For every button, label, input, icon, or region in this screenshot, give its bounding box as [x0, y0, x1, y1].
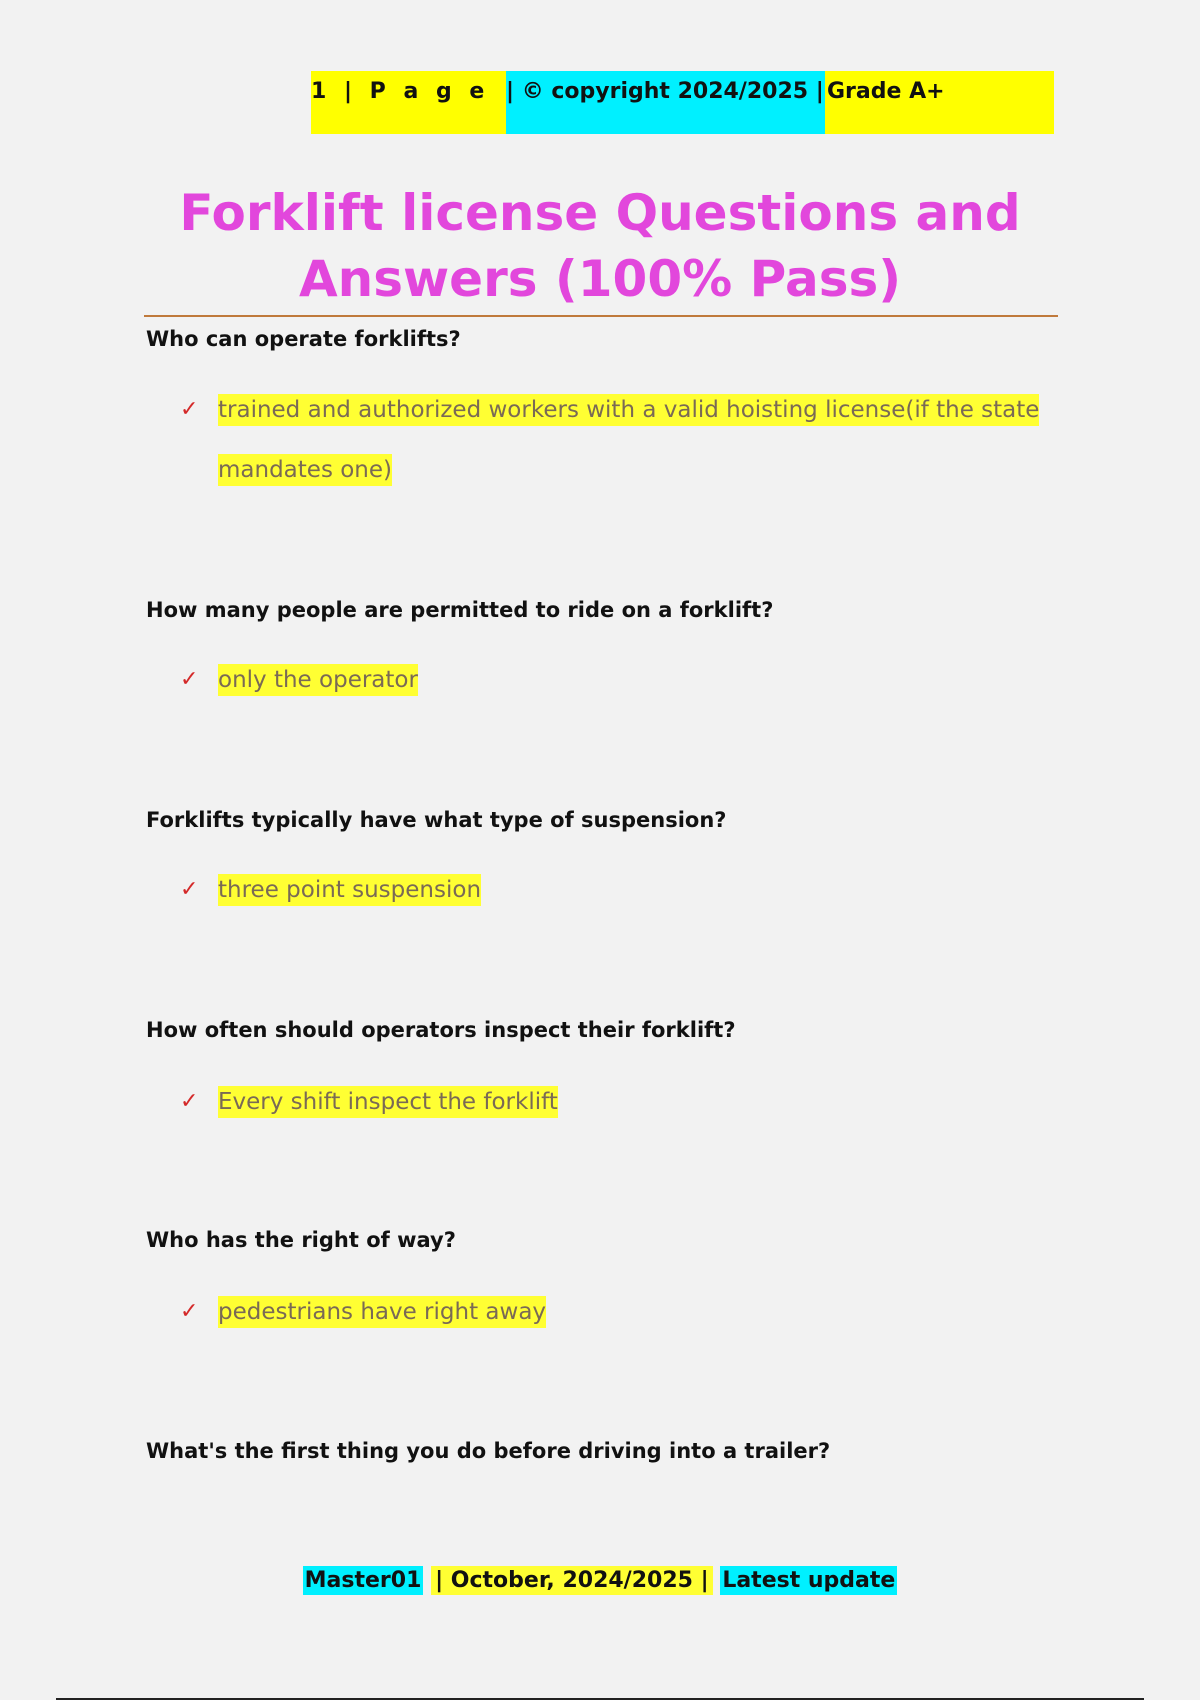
answer-text: Every shift inspect the forklift	[218, 1086, 558, 1118]
grade-label: Grade A+	[825, 71, 1054, 134]
title-divider	[144, 315, 1058, 317]
question-text: How often should operators inspect their forklift?	[146, 1018, 736, 1042]
qa-item	[146, 1228, 1066, 1332]
check-icon: ✓	[180, 397, 199, 422]
answer-text: trained and authorized workers with a valid hoisting license(if the state mandates one)	[218, 394, 1039, 486]
update-tag: Latest update	[722, 1568, 896, 1593]
qa-item	[146, 1018, 1066, 1122]
qa-item	[146, 598, 1066, 700]
copyright-notice: | © copyright 2024/2025 |	[506, 71, 825, 134]
answer-text: only the operator	[218, 664, 418, 696]
question-text: How many people are permitted to ride on a forklift?	[146, 598, 774, 622]
answer-text: pedestrians have right away	[218, 1296, 546, 1328]
question-text: Who has the right of way?	[146, 1228, 456, 1252]
check-icon: ✓	[180, 877, 199, 902]
question-text: Forklifts typically have what type of suspension?	[146, 808, 727, 832]
answer-text: three point suspension	[218, 874, 481, 906]
answer	[146, 870, 1066, 910]
answer	[146, 1082, 1066, 1122]
answer	[146, 1292, 1066, 1332]
check-icon: ✓	[180, 667, 199, 692]
page-header	[311, 71, 1054, 134]
qa-item	[146, 1439, 1066, 1463]
answer	[146, 660, 1066, 700]
page-footer	[0, 1568, 1200, 1593]
check-icon: ✓	[180, 1089, 199, 1114]
question-text: Who can operate forklifts?	[146, 327, 461, 351]
qa-item	[146, 327, 1066, 500]
author-tag: Master01	[304, 1568, 422, 1593]
footer-date: | October, 2024/2025 |	[431, 1566, 713, 1595]
answer	[146, 380, 1066, 500]
question-text: What's the first thing you do before driving into a trailer?	[146, 1439, 831, 1463]
check-icon: ✓	[180, 1299, 199, 1324]
qa-item	[146, 808, 1066, 910]
document-title: Forklift license Questions and Answers (100% Pass)	[179, 184, 1021, 308]
page-number: 1 | P a g e	[311, 71, 506, 134]
